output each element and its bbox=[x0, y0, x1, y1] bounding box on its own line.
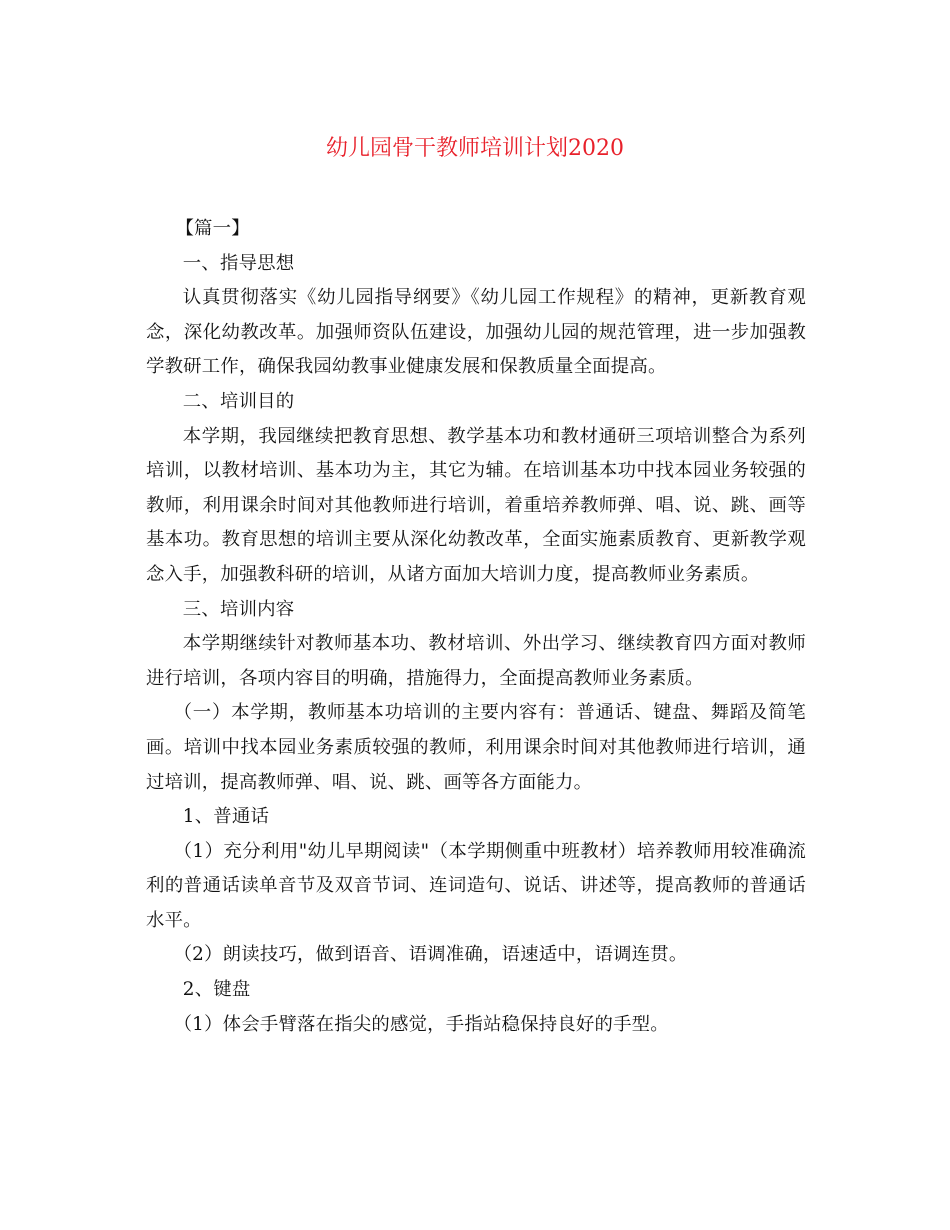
document-title: 幼儿园骨干教师培训计划2020 bbox=[326, 136, 624, 161]
paragraph-training-purpose: 本学期，我园继续把教育思想、教学基本功和教材通研三项培训整合为系列培训，以教材培训、基本功为主，其它为辅。在培训基本功中找本园业务较强的教师，利用课余时间对其他教师进行培训，着重培养教师弹、唱、说、跳、画等基本功。教育思想的培训主要从深化幼教改革，全面实施素质教育、更新教学观念入手，加强教科研的培训，从诸方面加大培训力度，提高教师业务素质。 bbox=[146, 425, 806, 585]
paragraph-mandarin-2: （2）朗读技巧，做到语音、语调准确，语速适中，语调连贯。 bbox=[173, 944, 688, 966]
document-body bbox=[146, 212, 806, 1042]
paragraph-basic-skills: （一）本学期，教师基本功培训的主要内容有：普通话、键盘、舞蹈及简笔画。培训中找本园业务素质较强的教师，利用课余时间对其他教师进行培训，通过培训，提高教师弹、唱、说、跳、画等各方面能力。 bbox=[146, 702, 806, 793]
section-label-part-one: 【篇一】 bbox=[175, 218, 250, 239]
heading-guiding-ideology: 一、指导思想 bbox=[182, 252, 295, 274]
heading-training-content: 三、培训内容 bbox=[182, 598, 295, 620]
heading-training-purpose: 二、培训目的 bbox=[182, 390, 295, 412]
paragraph-guiding-ideology: 认真贯彻落实《幼儿园指导纲要》《幼儿园工作规程》的精神，更新教育观念，深化幼教改革。加强师资队伍建设，加强幼儿园的规范管理，进一步加强教学教研工作，确保我园幼教事业健康发展和保教质量全面提高。 bbox=[146, 287, 806, 378]
paragraph-mandarin-1: （1）充分利用"幼儿早期阅读"（本学期侧重中班教材）培养教师用较准确流利的普通话读单音节及双音节词、连词造句、说话、讲述等，提高教师的普通话水平。 bbox=[146, 840, 806, 931]
heading-mandarin: 1、普通话 bbox=[182, 806, 270, 828]
paragraph-keyboard-1: （1）体会手臂落在指尖的感觉，手指站稳保持良好的手型。 bbox=[173, 1013, 669, 1035]
paragraph-training-content: 本学期继续针对教师基本功、教材培训、外出学习、继续教育四方面对教师进行培训，各项内容目的明确，措施得力，全面提高教师业务素质。 bbox=[146, 633, 806, 689]
heading-keyboard: 2、键盘 bbox=[182, 979, 251, 1001]
